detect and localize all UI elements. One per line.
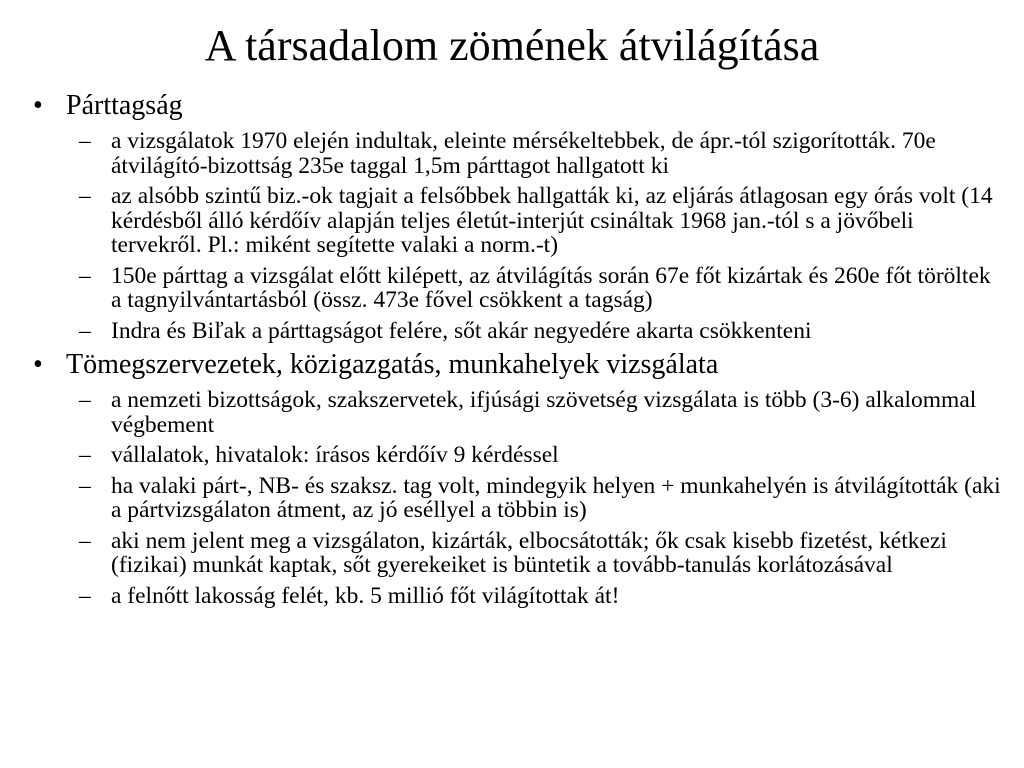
dash-marker: – [79, 128, 91, 154]
list-item [0, 474, 1024, 523]
list-item-text: a vizsgálatok 1970 elején indultak, eleinte mérsékeltebbek, de ápr.-tól szigorították. 70e átvilágító-bizottság 235e taggal 1,5m párttagot hallgatott ki [111, 128, 936, 179]
list-item [0, 529, 1024, 578]
section-heading-text: Párttagság [66, 90, 183, 121]
section-heading-parttagsag [0, 90, 1024, 122]
section-heading-text: Tömegszervezetek, közigazgatás, munkahelyek vizsgálata [66, 349, 719, 380]
list-item-text: vállalatok, hivatalok: írásos kérdőív 9 kérdéssel [111, 442, 559, 468]
list-item [0, 264, 1024, 313]
list-item [0, 184, 1024, 258]
list-item [0, 129, 1024, 178]
dash-marker: – [79, 472, 91, 499]
list-item-text: Indra és Biľak a párttagságot felére, sőt akár negyedére akarta csökkenteni [111, 317, 812, 344]
dash-marker: – [79, 527, 91, 554]
list-item-text: 150e párttag a vizsgálat előtt kilépett, az átvilágítás során 67e főt kizártak és 260e főt töröltek a tagnyilvántartásból (össz. 473e fővel csökkent a tagság) [111, 262, 991, 313]
slide-body [0, 90, 1024, 614]
list-item-text: az alsóbb szintű biz.-ok tagjait a felsőbbek hallgatták ki, az eljárás átlagosan egy órás volt (14 kérdésből álló kérdőív alapján teljes életút-interjút csináltak 1968 jan.-tól s a jövőbeli tervekről. Pl.: miként segítette valaki a norm.-t) [111, 183, 993, 258]
dash-marker: – [79, 582, 91, 609]
list-item-text: a felnőtt lakosság felét, kb. 5 millió főt világítottak át! [111, 582, 620, 609]
dash-marker: – [79, 442, 91, 468]
dash-marker: – [79, 262, 91, 289]
dash-marker: – [79, 317, 91, 344]
dash-marker: – [79, 387, 91, 413]
list-item-text: a nemzeti bizottságok, szakszervetek, ifjúsági szövetség vizsgálata is több (3-6) alkalommal végbement [111, 387, 977, 438]
list-item [0, 584, 1024, 609]
list-item [0, 388, 1024, 437]
list-item-text: aki nem jelent meg a vizsgálaton, kizárták, elbocsátották; ők csak kisebb fizetést, kétkezi (fizikai) munkát kaptak, sőt gyerekeiket is büntetik a tovább-tanulás korlátozásával [111, 527, 947, 578]
list-item [0, 319, 1024, 344]
bullet-marker: • [33, 90, 43, 121]
bullet-marker: • [33, 349, 43, 380]
slide-title: A társadalom zömének átvilágítása [204, 21, 820, 70]
list-item-text: ha valaki párt-, NB- és szaksz. tag volt, mindegyik helyen + munkahelyén is átvilágították (aki a pártvizsgálaton átment, az jó eséllyel a többin is) [111, 472, 1001, 523]
list-item [0, 443, 1024, 468]
section-heading-tomegszervezetek [0, 349, 1024, 381]
dash-marker: – [79, 183, 91, 209]
